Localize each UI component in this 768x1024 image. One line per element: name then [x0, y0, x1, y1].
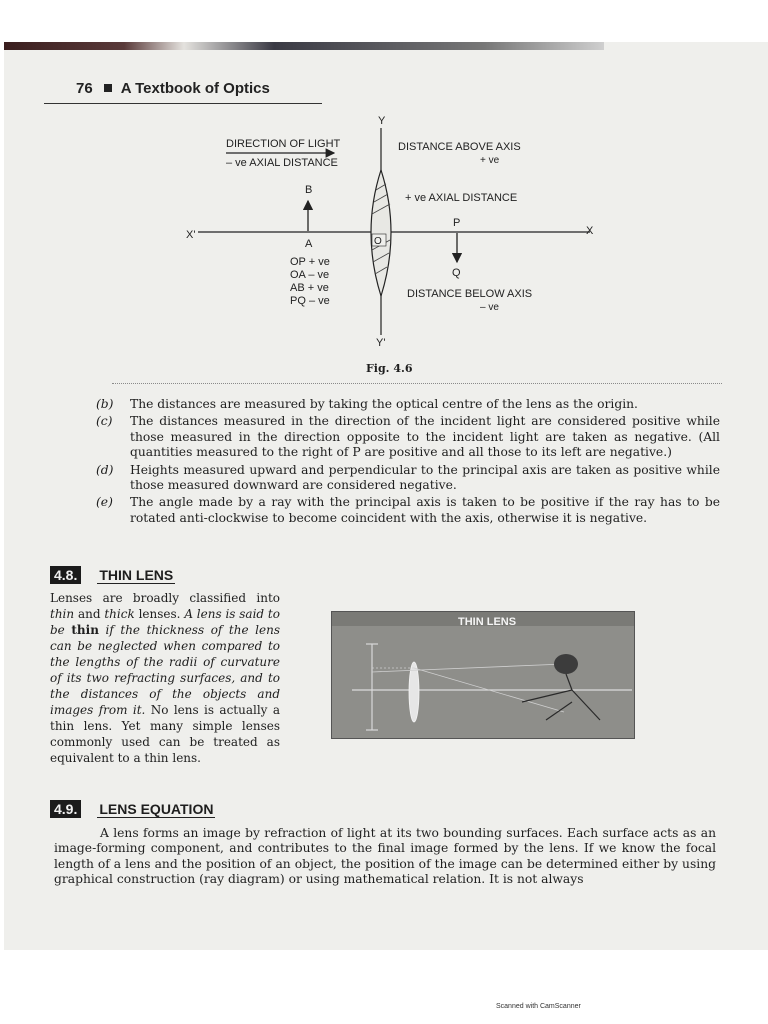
- figure-caption: Fig. 4.6: [366, 362, 413, 375]
- list-item: [96, 495, 720, 526]
- text-run: and: [77, 607, 101, 621]
- item-text: The distances are measured by taking the optical centre of the lens as the origin.: [130, 397, 638, 411]
- pq-sign-label: PQ – ve: [290, 295, 330, 307]
- point-o-label: O: [374, 236, 382, 247]
- list-item: [96, 414, 720, 460]
- item-text: The angle made by a ray with the principal axis is taken to be positive if the ray has to be rotated anti-clockwise to become coincident with the axis, otherwise it is negative.: [130, 495, 720, 525]
- photo-label: THIN LENS: [458, 616, 517, 628]
- italic-definition: if the thickness of the lens can be neglected when compared to the lengths of the radii of curvature of its two refracting surfaces, and to the distances of the objects and images from it.: [50, 623, 280, 717]
- minus-ve-below-label: – ve: [480, 302, 499, 313]
- section-number: 4.9.: [50, 800, 81, 818]
- list-item: [96, 397, 720, 412]
- text-run: Lenses are broadly classified into: [50, 591, 280, 605]
- label-y-bottom: Y': [376, 337, 386, 349]
- lens-equation-paragraph: A lens forms an image by refraction of light at its two bounding surfaces. Each surface acts as an image-forming component, and contributes to the final image formed by the lens. If we know the focal length of a lens and the position of an object, the position of the image can be determined either by using graphical construction (ray diagram) or using mathematical relation. It is not always: [54, 826, 716, 887]
- thin-lens-photo-drawing: [332, 612, 634, 738]
- italic-word: thick: [104, 607, 135, 621]
- label-x-left: X': [186, 229, 196, 241]
- section-title: LENS EQUATION: [99, 801, 214, 817]
- section-title: THIN LENS: [99, 567, 174, 583]
- thin-lens-photo: [331, 611, 635, 739]
- item-label: (b): [96, 397, 114, 411]
- label-x-right: X: [586, 225, 594, 237]
- op-sign-label: OP + ve: [290, 256, 330, 268]
- item-label: (c): [96, 414, 113, 429]
- section-number: 4.8.: [50, 566, 81, 584]
- neg-axial-distance-label: – ve AXIAL DISTANCE: [226, 157, 338, 169]
- plus-ve-above-label: + ve: [480, 155, 500, 166]
- thin-lens-paragraph: [50, 590, 280, 766]
- italic-word: thin: [50, 607, 75, 621]
- list-item: [96, 463, 720, 494]
- sign-convention-diagram: [0, 0, 768, 370]
- item-text: The distances measured in the direction of the incident light are considered positive while those measured in the direction opposite to the incident light are taken as negative. (All quantities measured to the right of P are positive and all those to its left are negative.): [130, 414, 720, 460]
- text-run: No lens is actually a thin lens. Yet many simple lenses commonly used can be treated as equivalent to a thin lens.: [50, 703, 280, 765]
- figure-divider: [112, 383, 722, 384]
- distance-below-axis-label: DISTANCE BELOW AXIS: [407, 288, 533, 300]
- point-q-label: Q: [452, 267, 461, 279]
- scanner-watermark: Scanned with CamScanner: [496, 1003, 581, 1010]
- item-label: (e): [96, 495, 113, 510]
- section-heading-thin-lens: [50, 566, 175, 584]
- item-label: (d): [96, 462, 114, 477]
- item-text: Heights measured upward and perpendicular to the principal axis are taken as positive while those measured downward are considered negative.: [130, 462, 720, 493]
- point-p-label: P: [453, 217, 461, 229]
- sign-convention-list: [96, 397, 720, 528]
- direction-of-light-label: DIRECTION OF LIGHT: [226, 138, 341, 150]
- page-number: 76: [76, 80, 93, 97]
- oa-sign-label: OA – ve: [290, 269, 330, 281]
- label-y-top: Y: [378, 115, 386, 127]
- biconvex-lens: [371, 170, 391, 296]
- distance-above-axis-label: DISTANCE ABOVE AXIS: [398, 141, 521, 153]
- italic-definition: A lens is said to be: [50, 607, 280, 637]
- bold-word: thin: [71, 623, 99, 637]
- point-b-label: B: [305, 184, 313, 196]
- pos-axial-distance-label: + ve AXIAL DISTANCE: [405, 192, 518, 204]
- point-a-label: A: [305, 238, 313, 250]
- book-title: A Textbook of Optics: [120, 80, 270, 97]
- ab-sign-label: AB + ve: [290, 282, 329, 294]
- text-run: lenses.: [138, 607, 181, 621]
- section-heading-lens-equation: [50, 800, 215, 818]
